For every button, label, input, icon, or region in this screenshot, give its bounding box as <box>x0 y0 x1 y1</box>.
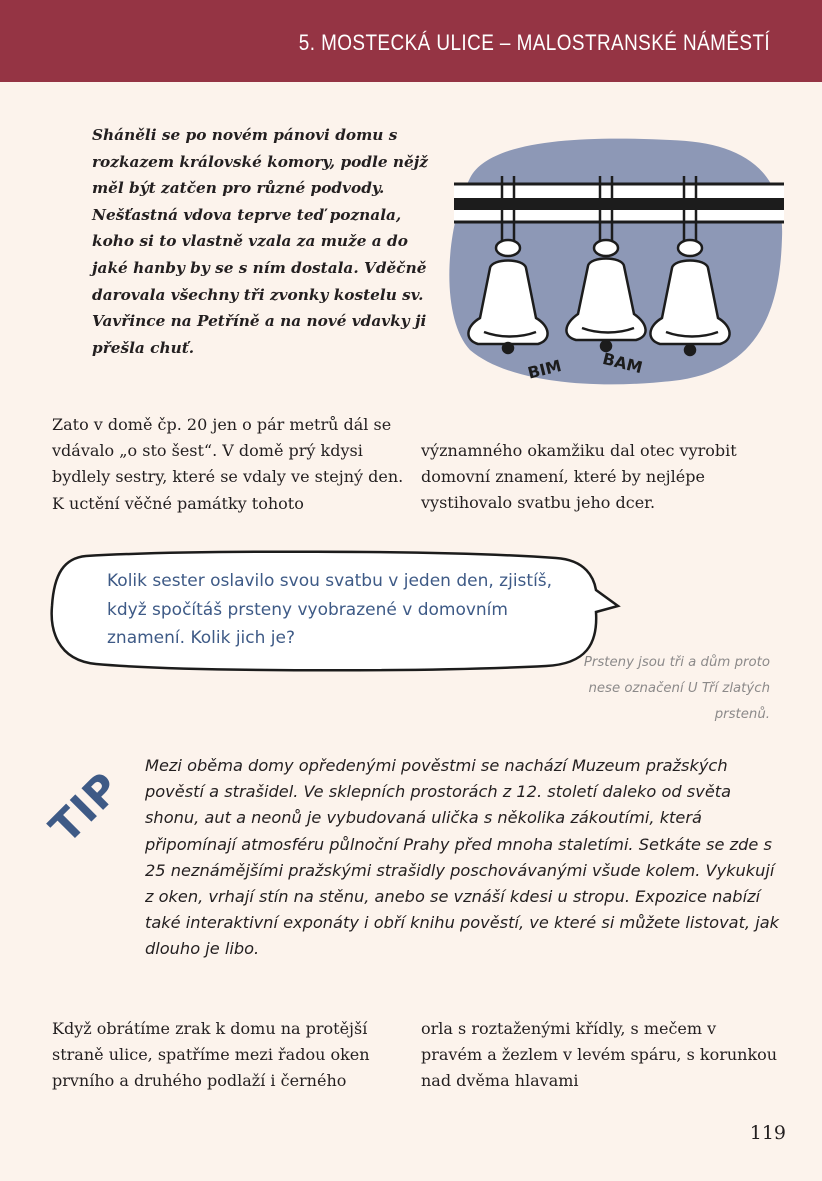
paragraph-three-right: orla s roztaženými křídly, s mečem v pravém a žezlem v levém spáru, s korunkou nad dvěma hlavami <box>421 1019 778 1091</box>
answer-text: Prsteny jsou tři a dům proto nese označení U Tří zlatých prstenů. <box>583 655 770 722</box>
page-number: 119 <box>749 1122 786 1144</box>
tip-text: Mezi oběma domy opředenými pověstmi se nachází Muzeum pražských pověstí a strašidel. Ve sklepních prostorách z 12. století daleko od světa shonu, aut a neonů je vybudovaná ulička s několika zákoutími, která připomínají atmosféru půlnoční Prahy před mnoha staletími. Setkáte se zde s 25 neznámějšími pražskými strašidly poschovávanými všude kolem. Vykukují z oken, vrhají stín na stěnu, anebo se vznáší kdesi u stropu. Expozice nabízí také interaktivní exponáty i obří knihu pověstí, ve které si můžete listovat, jak dlouho je libo. <box>145 756 779 959</box>
chapter-title: 5. MOSTECKÁ ULICE – MALOSTRANSKÉ NÁMĚSTÍ <box>298 30 770 55</box>
sound-bam-text: BAM <box>600 348 645 378</box>
paragraph-three-left: Když obrátíme zrak k domu na protější straně ulice, spatříme mezi řadou oken prvního a druhého podlaží i černého <box>52 1019 370 1091</box>
paragraph-two-left: Zato v domě čp. 20 jen o pár metrů dál se vdávalo „o sto šest“. V domě prý kdysi bydlely sestry, které se vdaly ve stejný den. K uctění věčné památky tohoto <box>52 415 404 513</box>
question-text: Kolik sester oslavilo svou svatbu v jeden den, zjistíš, když spočítáš prsteny vyobrazené v domovním znamení. Kolik jich je? <box>107 571 553 648</box>
intro-paragraph: Sháněli se po novém pánovi domu s rozkazem královské komory, podle nějž měl být zatčen pro různé podvody. Nešťastná vdova teprve teď poznala, koho si to vlastně vzala za muže a do jaké hanby by se s ním dostala. Vděčně darovala všechny tři zvonky kostelu sv. Vavřince na Petříně a na nové vdavky ji přešla chuť. <box>92 126 428 357</box>
sound-bim-text: BIM <box>525 355 564 383</box>
three-bells-illustration <box>440 118 792 390</box>
paragraph-two-right: významného okamžiku dal otec vyrobit domovní znamení, které by nejlépe vystihovalo svatbu jeho dcer. <box>421 441 737 513</box>
chapter-header <box>0 0 822 82</box>
tip-label: TIP <box>40 762 130 853</box>
